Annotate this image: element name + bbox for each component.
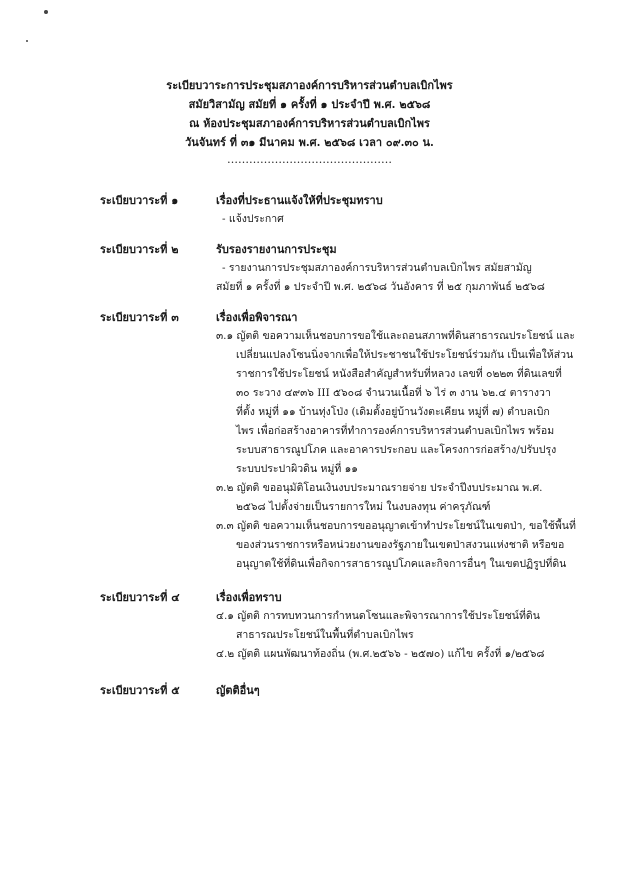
agenda-title: เรื่องเพื่อทราบ [216,591,282,604]
agenda-body [216,681,586,700]
agenda-label: ระเบียบวาระที่ ๑ [100,194,179,207]
subitem-line: ๓.๑ ญัตติ ขอความเห็นชอบการขอใช้และถอนสภาพที่ดินสาธารณประโยชน์ และ [216,330,576,342]
agenda-body [216,240,586,297]
agenda-detail: - แจ้งประกาศ [222,213,284,225]
agenda-body [216,191,586,229]
subitem-line: ๓.๒ ญัตติ ขออนุมัติโอนเงินงบประมาณรายจ่าย ประจำปีงบประมาณ พ.ศ. [216,482,543,494]
subitem-line: อนุญาตใช้ที่ดินเพื่อกิจการสาธารณูปโภคและกิจการอื่นๆ ในเขตปฏิรูปที่ดิน [236,558,567,570]
subitem-line: ไพร เพื่อก่อสร้างอาคารที่ทำการองค์การบริหารส่วนตำบลเบิกไพร พร้อม [236,425,555,437]
subitem-line: ระบบประปาผิวดิน หมู่ที่ ๑๑ [236,463,358,475]
subitem-line: ราชการใช้ประโยชน์ หนังสือสำคัญสำหรับที่หลวง เลขที่ ๐๒๒๓ ที่ดินเลขที่ [236,368,562,380]
header-separator: ……………………………………… [227,153,392,166]
subitem-line: ที่ตั้ง หมู่ที่ ๑๑ บ้านทุ่งโป่ง (เดิมตั้งอยู่บ้านวังตะเคียน หมู่ที่ ๗) ตำบลเบิก [236,406,550,418]
subitem-4-2 [216,645,586,664]
scan-speck [26,40,28,42]
agenda-title: รับรองรายงานการประชุม [216,243,337,256]
scan-speck [44,10,48,14]
subitem-3-1 [216,327,586,479]
agenda-label: ระเบียบวาระที่ ๕ [100,684,180,697]
agenda-body [216,588,586,664]
subitem-line: ๓.๓ ญัตติ ขอความเห็นชอบการขออนุญาตเข้าทำประโยชน์ในเขตป่า, ขอใช้พื้นที่ [216,520,576,532]
subitem-line: สาธารณประโยชน์ในพื้นที่ตำบลเบิกไพร [236,629,414,641]
agenda-detail: - รายงานการประชุมสภาองค์การบริหารส่วนตำบลเบิกไพร สมัยสามัญ [222,262,532,274]
subitem-line: ระบบสาธารณูปโภค และอาคารประกอบ และโครงการก่อสร้าง/ปรับปรุง [236,444,557,456]
document-header [0,76,619,169]
subitem-line: เปลี่ยนแปลงโซนนิ่งจากเพื่อให้ประชาชนใช้ประโยชน์ร่วมกัน เป็นเพื่อให้ส่วน [236,349,574,361]
subitem-line: ๓๐ ระวาง ๔๙๓๖ III ๕๖๐๘ จำนวนเนื้อที่ ๖ ไร่ ๓ งาน ๖๒.๔ ตารางวา [236,387,551,399]
header-title: ระเบียบวาระการประชุมสภาองค์การบริหารส่วนตำบลเบิกไพร [166,79,453,92]
subitem-3-3 [216,517,586,574]
agenda-label: ระเบียบวาระที่ ๓ [100,311,179,324]
subitem-line: ๔.๑ ญัตติ การทบทวนการกำหนดโซนและพิจารณาการใช้ประโยชน์ที่ดิน [216,610,540,622]
agenda-title: เรื่องที่ประธานแจ้งให้ที่ประชุมทราบ [216,194,383,207]
agenda-label: ระเบียบวาระที่ ๔ [100,591,180,604]
agenda-detail: สมัยที่ ๑ ครั้งที่ ๑ ประจำปี พ.ศ. ๒๕๖๘ วันอังคาร ที่ ๒๕ กุมภาพันธ์ ๒๕๖๘ [216,281,545,293]
subitem-line: ๔.๒ ญัตติ แผนพัฒนาท้องถิ่น (พ.ศ.๒๕๖๖ - ๒๕๗๐) แก้ไข ครั้งที่ ๑/๒๕๖๘ [216,648,545,660]
header-datetime: วันจันทร์ ที่ ๓๑ มีนาคม พ.ศ. ๒๕๖๘ เวลา ๐๙.๓๐ น. [185,136,434,149]
agenda-title: ญัตติอื่นๆ [216,684,260,697]
header-session: สมัยวิสามัญ สมัยที่ ๑ ครั้งที่ ๑ ประจำปี พ.ศ. ๒๕๖๘ [188,98,431,111]
subitem-4-1 [216,607,586,645]
agenda-title: เรื่องเพื่อพิจารณา [216,311,298,324]
agenda-body [216,308,586,574]
header-venue: ณ ห้องประชุมสภาองค์การบริหารส่วนตำบลเบิกไพร [189,117,430,130]
agenda-label: ระเบียบวาระที่ ๒ [100,243,179,256]
subitem-line: ๒๕๖๘ ไปตั้งจ่ายเป็นรายการใหม่ ในงบลงทุน ค่าครุภัณฑ์ [236,501,491,513]
subitem-3-2 [216,479,586,517]
subitem-line: ของส่วนราชการหรือหน่วยงานของรัฐภายในเขตป่าสงวนแห่งชาติ หรือขอ [236,539,565,551]
